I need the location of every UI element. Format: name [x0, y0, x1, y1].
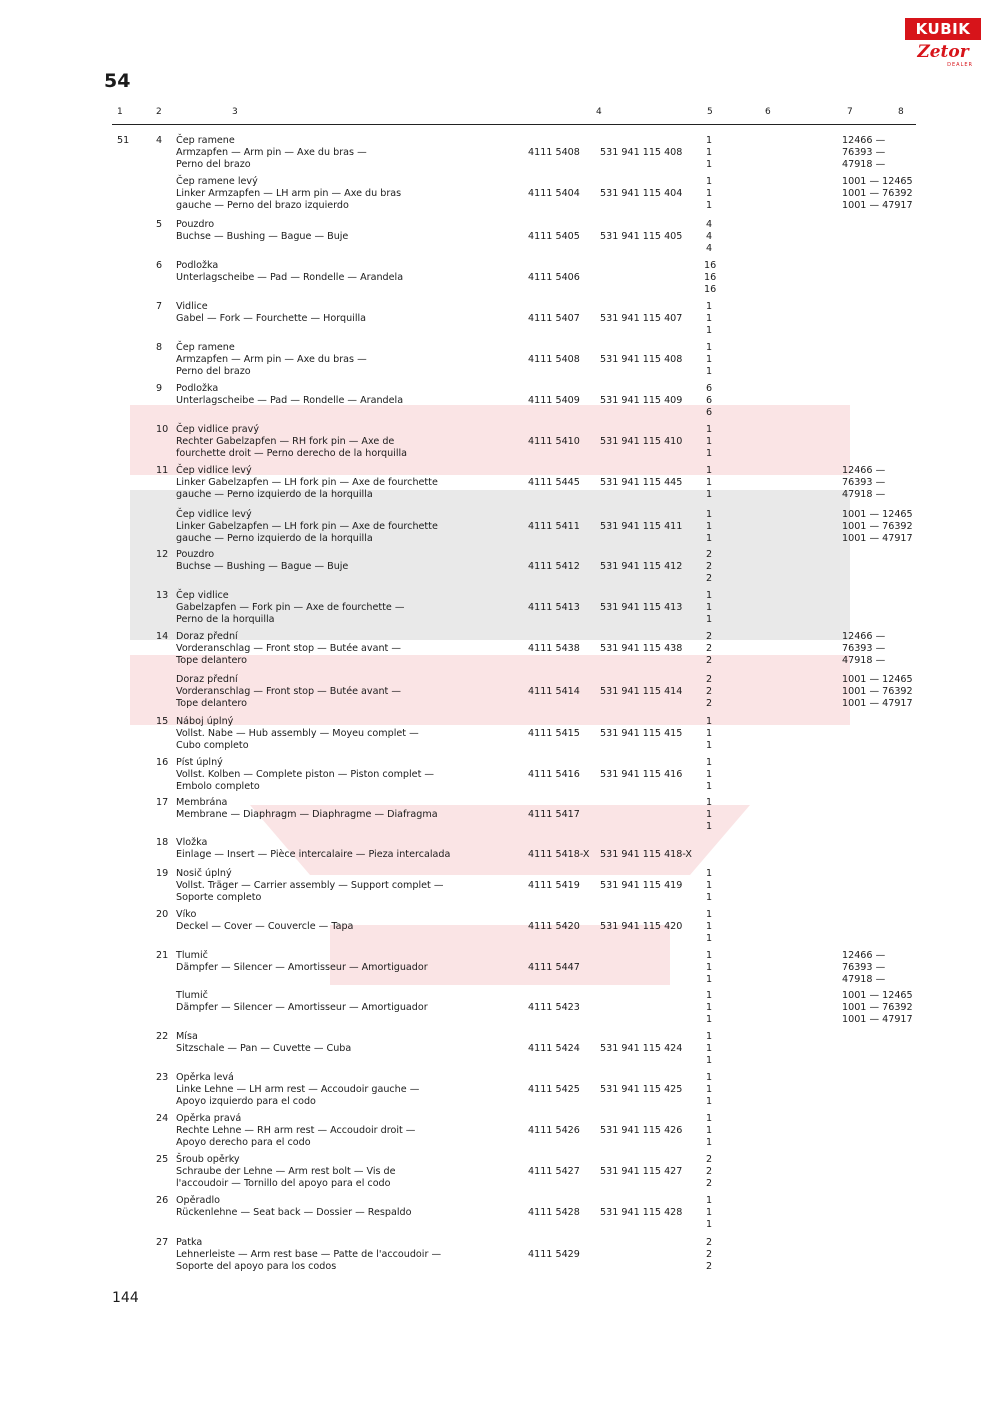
row-quantity: 1 [705, 797, 713, 808]
row-description-line: Perno del brazo [176, 158, 251, 170]
row-part-number: 4111 5427 [528, 1165, 580, 1177]
row-description-line: fourchette droit — Perno derecho de la horquilla [176, 447, 408, 459]
row-quantity: 1 [705, 1206, 713, 1218]
col-header-8: 8 [898, 107, 904, 117]
row-quantity: 1 [705, 447, 713, 459]
row-description-line: Rückenlehne — Seat back — Dossier — Respaldo [176, 1206, 412, 1218]
row-position: 11 [156, 465, 169, 476]
row-description-line: Víko [176, 909, 197, 920]
row-serial-range: 1001 — 12465 [842, 674, 913, 685]
header-rule [112, 124, 916, 125]
row-description-line: Soporte completo [176, 891, 262, 903]
row-quantity: 1 [705, 199, 713, 211]
col-header-7: 7 [847, 107, 853, 117]
row-position: 20 [156, 909, 169, 920]
row-quantity: 4 [705, 219, 713, 230]
row-quantity: 1 [705, 1031, 713, 1042]
row-position: 6 [156, 260, 163, 271]
row-part-number: 4111 5426 [528, 1124, 580, 1136]
row-part-number: 4111 5406 [528, 271, 580, 283]
row-quantity: 1 [705, 476, 713, 488]
row-description-line: Sitzschale — Pan — Cuvette — Cuba [176, 1042, 352, 1054]
row-quantity: 2 [705, 1154, 713, 1165]
row-alt-part-number: 531 941 115 404 [600, 187, 683, 199]
row-alt-part-number: 531 941 115 428 [600, 1206, 683, 1218]
row-position: 24 [156, 1113, 169, 1124]
row-description-line: Vorderanschlag — Front stop — Butée avant — [176, 685, 401, 697]
row-quantity: 1 [705, 146, 713, 158]
row-description-line: Linker Gabelzapfen — LH fork pin — Axe de fourchette [176, 520, 438, 532]
row-position: 27 [156, 1237, 169, 1248]
row-serial-range: 12466 — [842, 950, 886, 961]
row-position: 17 [156, 797, 169, 808]
row-quantity: 2 [705, 1260, 713, 1272]
row-quantity: 2 [705, 572, 713, 584]
row-description-line: Čep ramene [176, 342, 235, 353]
row-position: 22 [156, 1031, 169, 1042]
row-position: 9 [156, 383, 163, 394]
row-serial-range: 1001 — 12465 [842, 176, 913, 187]
row-description-line: Vollst. Kolben — Complete piston — Piston complet — [176, 768, 434, 780]
row-quantity: 1 [705, 868, 713, 879]
row-description-line: Buchse — Bushing — Bague — Buje [176, 560, 349, 572]
row-quantity: 1 [705, 135, 713, 146]
col-header-6: 6 [765, 107, 771, 117]
col-header-4: 4 [596, 107, 602, 117]
row-quantity: 2 [705, 685, 713, 697]
logo-dealer: DEALER [947, 62, 973, 68]
row-quantity: 2 [705, 654, 713, 666]
row-serial-range: 1001 — 12465 [842, 509, 913, 520]
row-description-line: Membrána [176, 797, 228, 808]
row-description-line: Membrane — Diaphragm — Diaphragme — Diafragma [176, 808, 438, 820]
logo-kubik: KUBIK [905, 18, 981, 40]
row-serial-range: 1001 — 76392 [842, 187, 913, 199]
row-quantity: 16 [704, 271, 717, 283]
row-part-number: 4111 5413 [528, 601, 580, 613]
row-description-line: Vidlice [176, 301, 208, 312]
col-header-5: 5 [707, 107, 713, 117]
row-description-line: Rechte Lehne — RH arm rest — Accoudoir droit — [176, 1124, 416, 1136]
row-position: 15 [156, 716, 169, 727]
row-quantity: 1 [705, 176, 713, 187]
row-alt-part-number: 531 941 115 445 [600, 476, 683, 488]
row-description-line: Čep ramene levý [176, 176, 258, 187]
row-description-line: Deckel — Cover — Couvercle — Tapa [176, 920, 354, 932]
row-quantity: 1 [705, 342, 713, 353]
row-description-line: Tlumič [176, 990, 208, 1001]
row-part-number: 4111 5420 [528, 920, 580, 932]
row-quantity: 16 [704, 260, 717, 271]
row-description-line: Lehnerleiste — Arm rest base — Patte de l'accoudoir — [176, 1248, 442, 1260]
row-serial-range: 1001 — 47917 [842, 199, 913, 211]
row-quantity: 1 [705, 808, 713, 820]
row-part-number: 4111 5428 [528, 1206, 580, 1218]
row-description-line: l'accoudoir — Tornillo del apoyo para el codo [176, 1177, 391, 1189]
row-quantity: 1 [705, 488, 713, 500]
row-quantity: 1 [705, 158, 713, 170]
row-description-line: Armzapfen — Arm pin — Axe du bras — [176, 146, 367, 158]
row-quantity: 1 [705, 820, 713, 832]
row-description-line: Podložka [176, 383, 219, 394]
row-alt-part-number: 531 941 115 419 [600, 879, 683, 891]
row-alt-part-number: 531 941 115 414 [600, 685, 683, 697]
row-description-line: Soporte del apoyo para los codos [176, 1260, 337, 1272]
footer-page-number: 144 [112, 1290, 139, 1306]
row-description-line: Linke Lehne — LH arm rest — Accoudoir gauche — [176, 1083, 420, 1095]
row-description-line: Opěradlo [176, 1195, 220, 1206]
row-description-line: Čep vidlice pravý [176, 424, 259, 435]
col-header-2: 2 [156, 107, 162, 117]
row-description-line: Perno del brazo [176, 365, 251, 377]
row-quantity: 1 [705, 909, 713, 920]
row-quantity: 2 [705, 1248, 713, 1260]
row-alt-part-number: 531 941 115 427 [600, 1165, 683, 1177]
row-quantity: 1 [705, 739, 713, 751]
row-part-number: 4111 5419 [528, 879, 580, 891]
row-serial-range: 76393 — [842, 476, 886, 488]
row-alt-part-number: 531 941 115 418-X [600, 848, 692, 860]
row-description-line: Pouzdro [176, 219, 215, 230]
row-description-line: Doraz přední [176, 631, 238, 642]
row-part-number: 4111 5408 [528, 146, 580, 158]
row-quantity: 1 [705, 613, 713, 625]
row-quantity: 1 [705, 465, 713, 476]
row-description-line: Tope delantero [176, 654, 248, 666]
row-quantity: 1 [705, 1072, 713, 1083]
row-position: 25 [156, 1154, 169, 1165]
row-description-line: Linker Gabelzapfen — LH fork pin — Axe de fourchette [176, 476, 438, 488]
row-quantity: 1 [705, 312, 713, 324]
row-serial-range: 76393 — [842, 642, 886, 654]
row-description-line: Čep ramene [176, 135, 235, 146]
row-position: 16 [156, 757, 169, 768]
row-quantity: 1 [705, 973, 713, 985]
row-description-line: Doraz přední [176, 674, 238, 685]
row-position: 18 [156, 837, 169, 848]
row-quantity: 4 [705, 242, 713, 254]
row-description-line: Čep vidlice levý [176, 509, 252, 520]
row-description-line: Podložka [176, 260, 219, 271]
row-alt-part-number: 531 941 115 413 [600, 601, 683, 613]
row-quantity: 1 [705, 950, 713, 961]
row-alt-part-number: 531 941 115 425 [600, 1083, 683, 1095]
row-position: 23 [156, 1072, 169, 1083]
row-serial-range: 1001 — 47917 [842, 532, 913, 544]
row-quantity: 1 [705, 879, 713, 891]
row-group: 51 [117, 135, 130, 146]
row-part-number: 4111 5418-X [528, 848, 590, 860]
row-serial-range: 1001 — 12465 [842, 990, 913, 1001]
row-description-line: Píst úplný [176, 757, 223, 768]
row-quantity: 1 [705, 1042, 713, 1054]
row-alt-part-number: 531 941 115 416 [600, 768, 683, 780]
row-quantity: 1 [705, 1136, 713, 1148]
row-quantity: 1 [705, 716, 713, 727]
row-quantity: 2 [705, 1177, 713, 1189]
row-description-line: Čep vidlice [176, 590, 229, 601]
row-part-number: 4111 5408 [528, 353, 580, 365]
row-quantity: 1 [705, 435, 713, 447]
row-part-number: 4111 5423 [528, 1001, 580, 1013]
row-quantity: 2 [705, 549, 713, 560]
row-part-number: 4111 5407 [528, 312, 580, 324]
row-description-line: Šroub opěrky [176, 1154, 240, 1165]
row-part-number: 4111 5409 [528, 394, 580, 406]
row-quantity: 1 [705, 1124, 713, 1136]
row-quantity: 1 [705, 727, 713, 739]
row-part-number: 4111 5405 [528, 230, 580, 242]
col-header-3: 3 [232, 107, 238, 117]
row-quantity: 1 [705, 891, 713, 903]
row-description-line: Patka [176, 1237, 203, 1248]
row-quantity: 16 [704, 283, 717, 295]
row-part-number: 4111 5425 [528, 1083, 580, 1095]
row-serial-range: 1001 — 47917 [842, 697, 913, 709]
row-quantity: 1 [705, 990, 713, 1001]
row-serial-range: 12466 — [842, 465, 886, 476]
row-serial-range: 76393 — [842, 961, 886, 973]
row-part-number: 4111 5424 [528, 1042, 580, 1054]
row-quantity: 6 [705, 394, 713, 406]
row-alt-part-number: 531 941 115 411 [600, 520, 683, 532]
row-part-number: 4111 5415 [528, 727, 580, 739]
row-serial-range: 47918 — [842, 973, 886, 985]
row-quantity: 1 [705, 757, 713, 768]
row-quantity: 1 [705, 1054, 713, 1066]
row-alt-part-number: 531 941 115 420 [600, 920, 683, 932]
row-part-number: 4111 5414 [528, 685, 580, 697]
row-quantity: 1 [705, 365, 713, 377]
row-quantity: 1 [705, 1195, 713, 1206]
row-serial-range: 47918 — [842, 158, 886, 170]
row-part-number: 4111 5412 [528, 560, 580, 572]
page-number: 54 [104, 70, 131, 92]
row-quantity: 1 [705, 601, 713, 613]
col-header-1: 1 [117, 107, 123, 117]
row-serial-range: 1001 — 76392 [842, 520, 913, 532]
row-alt-part-number: 531 941 115 438 [600, 642, 683, 654]
row-description-line: Embolo completo [176, 780, 260, 792]
row-serial-range: 12466 — [842, 135, 886, 146]
row-description-line: Opěrka pravá [176, 1113, 242, 1124]
row-quantity: 1 [705, 424, 713, 435]
row-quantity: 1 [705, 532, 713, 544]
row-position: 7 [156, 301, 163, 312]
row-part-number: 4111 5429 [528, 1248, 580, 1260]
row-quantity: 1 [705, 1095, 713, 1107]
row-quantity: 2 [705, 631, 713, 642]
row-description-line: Rechter Gabelzapfen — RH fork pin — Axe de [176, 435, 395, 447]
row-quantity: 6 [705, 406, 713, 418]
row-description-line: Mísa [176, 1031, 198, 1042]
row-description-line: Gabel — Fork — Fourchette — Horquilla [176, 312, 367, 324]
row-quantity: 4 [705, 230, 713, 242]
row-quantity: 2 [705, 674, 713, 685]
row-alt-part-number: 531 941 115 415 [600, 727, 683, 739]
row-quantity: 2 [705, 560, 713, 572]
row-quantity: 1 [705, 920, 713, 932]
row-alt-part-number: 531 941 115 424 [600, 1042, 683, 1054]
row-description-line: Apoyo izquierdo para el codo [176, 1095, 316, 1107]
row-description-line: Cubo completo [176, 739, 249, 751]
row-alt-part-number: 531 941 115 407 [600, 312, 683, 324]
row-quantity: 2 [705, 1165, 713, 1177]
row-quantity: 1 [705, 301, 713, 312]
row-description-line: Tlumič [176, 950, 208, 961]
row-serial-range: 1001 — 76392 [842, 685, 913, 697]
row-description-line: Perno de la horquilla [176, 613, 275, 625]
row-description-line: Gabelzapfen — Fork pin — Axe de fourchette — [176, 601, 405, 613]
row-description-line: Tope delantero [176, 697, 248, 709]
row-alt-part-number: 531 941 115 409 [600, 394, 683, 406]
row-position: 8 [156, 342, 163, 353]
row-description-line: Dämpfer — Silencer — Amortisseur — Amortiguador [176, 961, 428, 973]
row-description-line: Linker Armzapfen — LH arm pin — Axe du bras [176, 187, 402, 199]
row-part-number: 4111 5404 [528, 187, 580, 199]
row-part-number: 4111 5411 [528, 520, 580, 532]
row-quantity: 1 [705, 768, 713, 780]
row-description-line: Unterlagscheibe — Pad — Rondelle — Arandela [176, 394, 404, 406]
row-alt-part-number: 531 941 115 408 [600, 353, 683, 365]
row-part-number: 4111 5445 [528, 476, 580, 488]
row-quantity: 1 [705, 1013, 713, 1025]
row-description-line: Einlage — Insert — Pièce intercalaire — Pieza intercalada [176, 848, 451, 860]
row-quantity: 1 [705, 509, 713, 520]
row-quantity: 2 [705, 697, 713, 709]
row-quantity: 1 [705, 780, 713, 792]
row-quantity: 1 [705, 1113, 713, 1124]
row-part-number: 4111 5416 [528, 768, 580, 780]
row-description-line: gauche — Perno izquierdo de la horquilla [176, 532, 373, 544]
row-quantity: 1 [705, 961, 713, 973]
row-quantity: 1 [705, 1218, 713, 1230]
row-description-line: Náboj úplný [176, 716, 234, 727]
row-position: 4 [156, 135, 163, 146]
row-part-number: 4111 5438 [528, 642, 580, 654]
row-description-line: Opěrka levá [176, 1072, 234, 1083]
row-position: 13 [156, 590, 169, 601]
row-description-line: Pouzdro [176, 549, 215, 560]
row-quantity: 1 [705, 187, 713, 199]
row-description-line: Schraube der Lehne — Arm rest bolt — Vis de [176, 1165, 396, 1177]
row-serial-range: 1001 — 76392 [842, 1001, 913, 1013]
row-description-line: Dämpfer — Silencer — Amortisseur — Amortiguador [176, 1001, 428, 1013]
row-position: 5 [156, 219, 163, 230]
row-quantity: 1 [705, 1001, 713, 1013]
row-alt-part-number: 531 941 115 405 [600, 230, 683, 242]
row-serial-range: 1001 — 47917 [842, 1013, 913, 1025]
row-description-line: Vložka [176, 837, 208, 848]
row-position: 10 [156, 424, 169, 435]
row-alt-part-number: 531 941 115 426 [600, 1124, 683, 1136]
row-description-line: Armzapfen — Arm pin — Axe du bras — [176, 353, 367, 365]
row-alt-part-number: 531 941 115 412 [600, 560, 683, 572]
row-part-number: 4111 5410 [528, 435, 580, 447]
row-description-line: Unterlagscheibe — Pad — Rondelle — Arandela [176, 271, 404, 283]
row-description-line: gauche — Perno del brazo izquierdo [176, 199, 349, 211]
row-position: 19 [156, 868, 169, 879]
row-quantity: 2 [705, 642, 713, 654]
row-quantity: 1 [705, 1083, 713, 1095]
row-quantity: 2 [705, 1237, 713, 1248]
row-quantity: 6 [705, 383, 713, 394]
kubik-zetor-logo [905, 18, 981, 80]
row-serial-range: 47918 — [842, 488, 886, 500]
row-part-number: 4111 5417 [528, 808, 580, 820]
row-description-line: Čep vidlice levý [176, 465, 252, 476]
row-quantity: 1 [705, 590, 713, 601]
row-description-line: Vorderanschlag — Front stop — Butée avant — [176, 642, 401, 654]
row-serial-range: 47918 — [842, 654, 886, 666]
row-quantity: 1 [705, 932, 713, 944]
row-quantity: 1 [705, 353, 713, 365]
row-position: 14 [156, 631, 169, 642]
row-quantity: 1 [705, 324, 713, 336]
row-description-line: Vollst. Nabe — Hub assembly — Moyeu complet — [176, 727, 419, 739]
row-position: 12 [156, 549, 169, 560]
row-alt-part-number: 531 941 115 410 [600, 435, 683, 447]
row-description-line: Apoyo derecho para el codo [176, 1136, 311, 1148]
row-position: 21 [156, 950, 169, 961]
row-part-number: 4111 5447 [528, 961, 580, 973]
row-description-line: Nosič úplný [176, 868, 232, 879]
row-description-line: gauche — Perno izquierdo de la horquilla [176, 488, 373, 500]
logo-zetor: Zetor [917, 42, 969, 62]
row-description-line: Vollst. Träger — Carrier assembly — Support complet — [176, 879, 444, 891]
row-alt-part-number: 531 941 115 408 [600, 146, 683, 158]
row-serial-range: 12466 — [842, 631, 886, 642]
row-description-line: Buchse — Bushing — Bague — Buje [176, 230, 349, 242]
row-quantity: 1 [705, 520, 713, 532]
row-position: 26 [156, 1195, 169, 1206]
row-serial-range: 76393 — [842, 146, 886, 158]
